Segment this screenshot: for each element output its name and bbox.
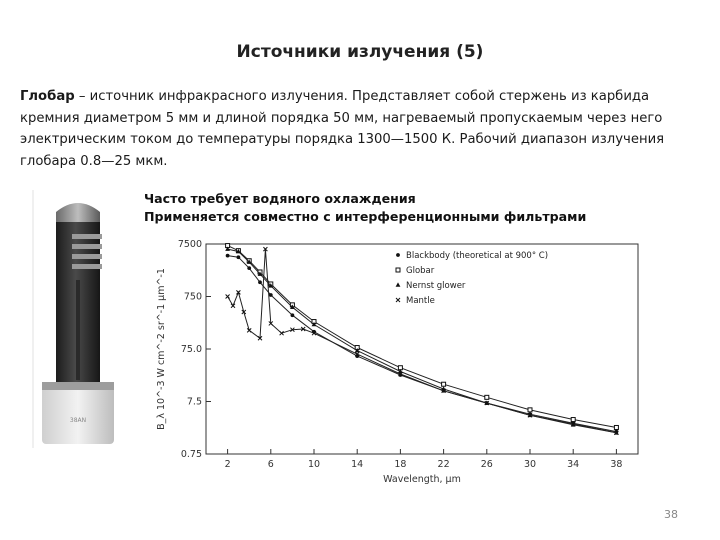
note-filters: Применяется совместно с интерференционными фильтрами bbox=[144, 209, 587, 224]
legend-marker bbox=[396, 282, 401, 286]
series-0-point bbox=[237, 255, 241, 259]
note-cooling: Часто требует водяного охлаждения bbox=[144, 191, 416, 206]
x-tick-label: 26 bbox=[480, 459, 493, 470]
y-tick-label: 75.0 bbox=[180, 344, 202, 355]
legend-marker bbox=[396, 298, 400, 302]
description-paragraph bbox=[20, 86, 710, 172]
x-tick-label: 22 bbox=[437, 459, 450, 470]
x-tick-label: 18 bbox=[394, 459, 407, 470]
base-label: 38AN bbox=[69, 417, 87, 424]
legend-label: Globar bbox=[406, 266, 435, 276]
y-tick-label: 0.75 bbox=[180, 449, 202, 460]
x-axis-label: Wavelength, μm bbox=[383, 474, 461, 485]
x-tick-label: 6 bbox=[267, 459, 274, 470]
series-1-point bbox=[528, 408, 532, 412]
series-0-point bbox=[258, 280, 262, 284]
slide-title: Источники излучения (5) bbox=[236, 42, 484, 62]
globar-term: Глобар bbox=[20, 89, 75, 104]
series-1-point bbox=[442, 382, 446, 386]
x-tick-label: 34 bbox=[567, 459, 580, 470]
series-0-point bbox=[226, 254, 230, 258]
x-tick-label: 14 bbox=[351, 459, 364, 470]
series-line-2 bbox=[228, 249, 617, 433]
notes-block bbox=[144, 190, 704, 226]
series-3-point bbox=[231, 304, 235, 308]
description-text: – источник инфракрасного излучения. Представляет собой стержень из карбида кремния диаметром 5 мм и длиной порядка 50 мм, нагреваемый пропускаемым через него электрическим током до температуры порядка 1300—1500 К. Рабочий диапазон излучения глобара 0.8—25 мкм. bbox=[20, 89, 665, 169]
globar-photo bbox=[32, 190, 124, 448]
series-1-point bbox=[614, 425, 618, 429]
x-tick-label: 30 bbox=[523, 459, 537, 470]
legend-label: Nernst glower bbox=[406, 281, 466, 291]
series-0-point bbox=[247, 266, 251, 270]
y-tick-label: 7500 bbox=[177, 239, 202, 250]
series-line-3 bbox=[228, 249, 617, 433]
series-3-point bbox=[226, 295, 230, 299]
x-tick-label: 38 bbox=[610, 459, 623, 470]
y-axis-label: B_λ 10^-3 W cm^-2 sr^-1 μm^-1 bbox=[156, 268, 167, 430]
y-tick-label: 750 bbox=[183, 291, 202, 303]
radiance-chart bbox=[148, 234, 660, 486]
series-0-point bbox=[269, 293, 273, 297]
x-tick-label: 2 bbox=[224, 459, 231, 470]
x-tick-label: 10 bbox=[307, 459, 321, 470]
rod-base bbox=[42, 382, 114, 444]
page-number: 38 bbox=[664, 508, 678, 521]
legend-marker bbox=[396, 253, 400, 257]
y-tick-label: 7.5 bbox=[186, 396, 202, 408]
legend-marker bbox=[396, 268, 400, 272]
legend-label: Mantle bbox=[406, 296, 435, 306]
series-1-point bbox=[485, 395, 489, 399]
legend-label: Blackbody (theoretical at 900° C) bbox=[406, 251, 549, 261]
series-0-point bbox=[291, 313, 295, 317]
series-1-point bbox=[571, 418, 575, 422]
